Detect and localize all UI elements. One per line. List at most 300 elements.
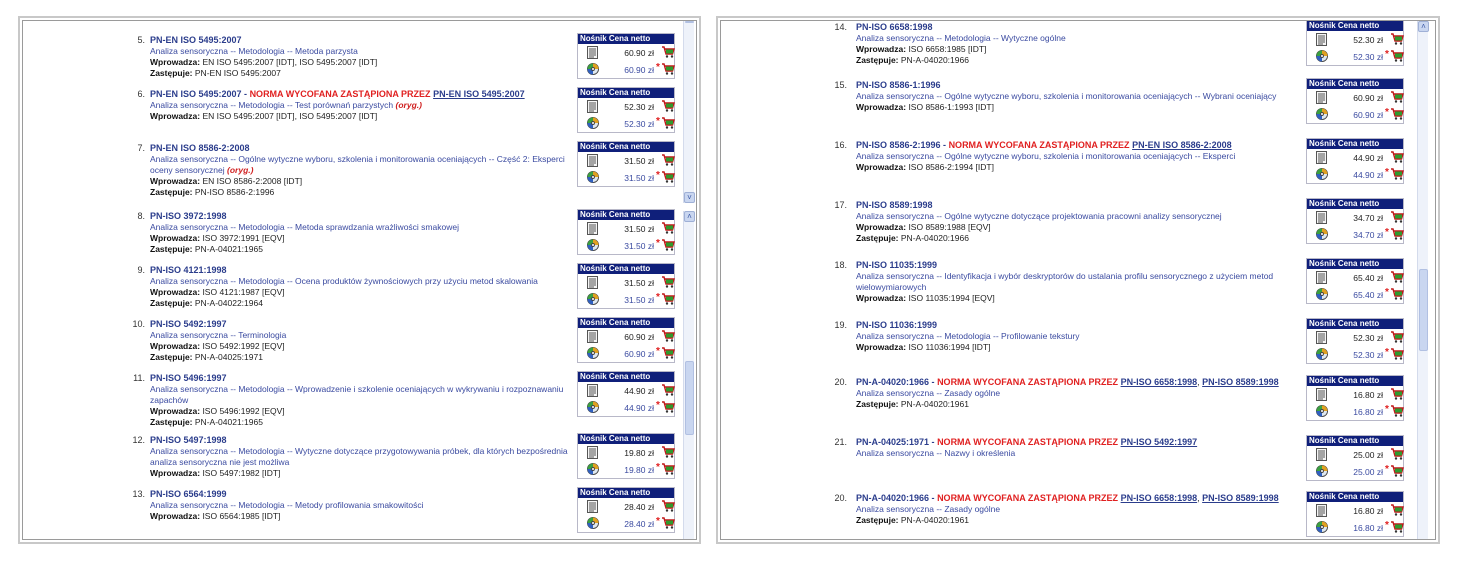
price-row-paper (1307, 502, 1403, 519)
replacement-standard-link[interactable]: PN-ISO 8589:1998 (1202, 493, 1279, 503)
shopping-cart-icon[interactable] (661, 153, 675, 167)
media-column-label: Nośnik (580, 88, 607, 97)
price-header (1307, 199, 1403, 209)
price-box (577, 209, 675, 255)
entry-heading (150, 319, 570, 330)
standard-title (856, 388, 1286, 399)
entry-number: 14. (834, 22, 847, 32)
cd-icon (587, 347, 598, 360)
standard-entry (856, 377, 1286, 410)
introduces-label: Wprowadza: (150, 233, 201, 243)
price-header (1307, 319, 1403, 329)
standard-title (856, 33, 1286, 44)
media-column-label: Nośnik (1309, 376, 1336, 385)
introduces-label: Wprowadza: (150, 57, 201, 67)
shopping-cart-icon[interactable] (1390, 210, 1404, 224)
scrollbar-thumb[interactable] (685, 361, 694, 435)
scroll-down-icon[interactable]: ˅ (684, 192, 695, 203)
price-row-paper (578, 498, 674, 515)
standard-code-link[interactable]: PN-A-04020:1966 - (856, 377, 935, 387)
entry-heading: PN-A-04020:1966 - NORMA WYCOFANA ZASTĄPIONA PRZEZ PN-ISO 6658:1998, PN-ISO 8589:1998 (856, 377, 1279, 387)
vertical-scrollbar[interactable] (1417, 21, 1428, 540)
asterisk-mark: * (1385, 167, 1389, 178)
entry-number: 18. (834, 260, 847, 270)
price-row-paper (578, 152, 674, 169)
price-digital: 44.90 zł (1353, 170, 1383, 180)
standards-list-right (720, 20, 1436, 540)
entry-heading (150, 489, 570, 500)
price-box (577, 487, 675, 533)
shopping-cart-icon[interactable] (661, 346, 675, 360)
price-digital: 52.30 zł (1353, 350, 1383, 360)
price-paper: 25.00 zł (1353, 450, 1383, 460)
entry-number: 9. (137, 265, 145, 275)
introduces-field (150, 406, 570, 417)
shopping-cart-icon[interactable] (661, 329, 675, 343)
standard-title (856, 271, 1286, 293)
introduces-value: ISO 11035:1994 [EQV] (908, 293, 995, 303)
entry-number: 5. (137, 35, 145, 45)
entry-heading (856, 200, 1286, 211)
shopping-cart-icon[interactable] (1390, 49, 1404, 63)
introduces-label: Wprowadza: (856, 293, 907, 303)
media-column-label: Nośnik (580, 210, 607, 219)
asterisk-mark: * (656, 238, 660, 249)
media-column-label: Nośnik (1309, 139, 1336, 148)
price-digital: 31.50 zł (624, 173, 654, 183)
entry-number: 10. (132, 319, 145, 329)
media-column-label: Nośnik (580, 318, 607, 327)
price-row-paper (1307, 31, 1403, 48)
entry-heading (150, 89, 570, 100)
document-icon (1316, 271, 1327, 284)
entry-number: 11. (133, 373, 145, 383)
introduces-value: EN ISO 8586-2:2008 [IDT] (202, 176, 303, 186)
media-column-label: Nośnik (580, 372, 607, 381)
media-column-label: Nośnik (580, 34, 607, 43)
shopping-cart-icon[interactable] (1390, 150, 1404, 164)
price-column-label: Cena netto (608, 88, 651, 97)
shopping-cart-icon[interactable] (661, 221, 675, 235)
shopping-cart-icon[interactable] (661, 445, 675, 459)
left-screenshot-panel (18, 16, 701, 544)
standard-code-link[interactable]: PN-ISO 8586-1:1996 (856, 80, 941, 90)
asterisk-mark: * (656, 116, 660, 127)
standard-title-text: Analiza sensoryczna -- Zasady ogólne (856, 388, 1001, 398)
standard-entry (150, 435, 570, 479)
price-digital: 65.40 zł (1353, 290, 1383, 300)
standard-title (150, 100, 570, 111)
cd-icon (1316, 288, 1327, 301)
shopping-cart-icon[interactable] (661, 170, 675, 184)
asterisk-mark: * (656, 292, 660, 303)
standard-code-link[interactable]: PN-ISO 6564:1999 (150, 489, 227, 499)
asterisk-mark: * (656, 462, 660, 473)
standard-code-link[interactable]: PN-EN ISO 8586-2:2008 (150, 143, 250, 153)
replaces-value: PN-A-04020:1966 (900, 55, 969, 65)
shopping-cart-icon[interactable] (661, 400, 675, 414)
price-digital: 60.90 zł (624, 349, 654, 359)
cd-icon (587, 117, 598, 130)
price-box (577, 371, 675, 417)
document-icon (587, 446, 598, 459)
price-paper: 16.80 zł (1353, 390, 1383, 400)
price-column-label: Cena netto (608, 318, 651, 327)
introduces-field (856, 162, 1286, 173)
introduces-field (856, 222, 1286, 233)
price-column-label: Cena netto (1337, 319, 1380, 328)
standard-entry (856, 260, 1286, 304)
shopping-cart-icon[interactable] (1390, 404, 1404, 418)
replacement-standard-link[interactable]: PN-ISO 6658:1998 (1120, 377, 1198, 387)
price-row-digital (578, 169, 674, 186)
standard-title-text: Analiza sensoryczna -- Metodologia -- Ocena produktów żywnościowych przy użyciu metod skalowania (150, 276, 538, 286)
price-digital: 60.90 zł (1353, 110, 1383, 120)
replaces-value: PN-A-04020:1961 (900, 515, 969, 525)
standard-entry (856, 320, 1286, 353)
media-column-label: Nośnik (1309, 319, 1336, 328)
shopping-cart-icon[interactable] (1390, 287, 1404, 301)
shopping-cart-icon[interactable] (661, 238, 675, 252)
standard-code-link[interactable]: PN-A-04020:1966 - (856, 493, 935, 503)
cd-icon (1316, 108, 1327, 121)
document-icon (587, 100, 598, 113)
standard-code-link[interactable]: PN-ISO 3972:1998 (150, 211, 227, 221)
shopping-cart-icon[interactable] (661, 292, 675, 306)
document-icon (587, 46, 598, 59)
standard-code-link[interactable]: PN-ISO 5492:1997 (150, 319, 227, 329)
media-column-label: Nośnik (580, 142, 607, 151)
introduces-label: Wprowadza: (150, 176, 201, 186)
replaces-label: Zastępuje: (150, 352, 193, 362)
price-row-paper (578, 444, 674, 461)
price-row-paper (1307, 149, 1403, 166)
shopping-cart-icon[interactable] (661, 383, 675, 397)
cd-icon (1316, 228, 1327, 241)
cd-icon (1316, 348, 1327, 361)
shopping-cart-icon[interactable] (661, 116, 675, 130)
price-column-label: Cena netto (608, 142, 651, 151)
price-paper: 28.40 zł (624, 502, 654, 512)
shopping-cart-icon[interactable] (661, 99, 675, 113)
shopping-cart-icon[interactable] (1390, 330, 1404, 344)
asterisk-mark: * (1385, 404, 1389, 415)
asterisk-mark: * (1385, 520, 1389, 531)
price-column-label: Cena netto (608, 264, 651, 273)
document-icon (587, 154, 598, 167)
replaces-label: Zastępuje: (856, 233, 899, 243)
standard-title (856, 331, 1286, 342)
price-row-digital (578, 345, 674, 362)
entry-number: 13. (132, 489, 145, 499)
standard-entry (150, 319, 570, 363)
price-paper: 44.90 zł (1353, 153, 1383, 163)
standard-code-link[interactable]: PN-ISO 4121:1998 (150, 265, 227, 275)
introduces-field (856, 102, 1286, 113)
replaces-field (150, 298, 570, 309)
shopping-cart-icon[interactable] (1390, 90, 1404, 104)
entry-number: 20. (834, 493, 847, 503)
price-box (1306, 435, 1404, 481)
standard-title-text: Analiza sensoryczna -- Ogólne wytyczne dotyczące projektowania pracowni analizy sensorycznej (856, 211, 1222, 221)
standard-title (150, 46, 570, 57)
price-box (577, 263, 675, 309)
price-row-digital (1307, 286, 1403, 303)
standard-entry (856, 200, 1286, 244)
standard-code-link[interactable]: PN-ISO 11035:1999 (856, 260, 938, 270)
price-row-digital (1307, 519, 1403, 536)
entry-number: 12. (132, 435, 145, 445)
standard-title-text: Analiza sensoryczna -- Zasady ogólne (856, 504, 1001, 514)
entry-heading (150, 143, 570, 154)
shopping-cart-icon[interactable] (1390, 503, 1404, 517)
replaces-value: PN-A-04020:1966 (900, 233, 969, 243)
document-icon (1316, 448, 1327, 461)
right-screenshot-panel (716, 16, 1440, 544)
price-digital: 19.80 zł (624, 465, 654, 475)
standard-entry (856, 80, 1286, 113)
shopping-cart-icon[interactable] (1390, 227, 1404, 241)
price-row-paper (578, 274, 674, 291)
entry-number: 8. (137, 211, 145, 221)
standard-code-link[interactable]: PN-ISO 6658:1998 (856, 22, 933, 32)
media-column-label: Nośnik (1309, 259, 1336, 268)
price-column-label: Cena netto (608, 210, 651, 219)
shopping-cart-icon[interactable] (1390, 107, 1404, 121)
price-header (578, 210, 674, 220)
price-row-digital (1307, 346, 1403, 363)
standard-title (856, 151, 1286, 162)
introduces-field (150, 111, 570, 122)
replaces-label: Zastępuje: (150, 187, 193, 197)
shopping-cart-icon[interactable] (1390, 32, 1404, 46)
standard-entry (856, 493, 1286, 526)
price-header (1307, 436, 1403, 446)
introduces-value: ISO 8586-1:1993 [IDT] (908, 102, 994, 112)
price-paper: 52.30 zł (1353, 35, 1383, 45)
replacement-standard-link[interactable]: PN-EN ISO 5495:2007 (433, 89, 525, 99)
price-column-label: Cena netto (608, 434, 651, 443)
shopping-cart-icon[interactable] (1390, 347, 1404, 361)
standard-title (150, 330, 570, 341)
replaces-value: PN-ISO 8586-2:1996 (194, 187, 275, 197)
price-box (1306, 375, 1404, 421)
introduces-field (150, 468, 570, 479)
shopping-cart-icon[interactable] (661, 516, 675, 530)
introduces-field (150, 341, 570, 352)
introduces-field (856, 293, 1286, 304)
asterisk-mark: * (1385, 49, 1389, 60)
replaces-value: PN-A-04021:1965 (194, 244, 263, 254)
media-column-label: Nośnik (1309, 79, 1336, 88)
shopping-cart-icon[interactable] (661, 462, 675, 476)
price-box (1306, 138, 1404, 184)
asterisk-mark: * (656, 62, 660, 73)
price-row-paper (578, 382, 674, 399)
document-icon (587, 330, 598, 343)
shopping-cart-icon[interactable] (661, 62, 675, 76)
price-header (1307, 21, 1403, 31)
price-box (577, 33, 675, 79)
introduces-label: Wprowadza: (150, 341, 201, 351)
standard-code-link[interactable]: PN-EN ISO 5495:2007 (150, 35, 242, 45)
cd-icon (587, 293, 598, 306)
replacement-standard-link[interactable]: PN-ISO 6658:1998 (1120, 493, 1198, 503)
introduces-label: Wprowadza: (150, 287, 201, 297)
introduces-label: Wprowadza: (856, 222, 907, 232)
entry-heading (856, 320, 1286, 331)
entry-number: 21. (834, 437, 847, 447)
price-row-digital (578, 399, 674, 416)
standard-code-link[interactable]: PN-ISO 11036:1999 (856, 320, 938, 330)
price-column-label: Cena netto (1337, 436, 1380, 445)
standard-title-text: Analiza sensoryczna -- Identyfikacja i wybór deskryptorów do ustalania profilu sensorycznego z użyciem metod wielowymiarowych (856, 271, 1274, 292)
cd-icon (587, 401, 598, 414)
standard-title (150, 154, 570, 176)
standards-list-left (22, 20, 697, 540)
standard-entry (856, 437, 1286, 459)
introduces-value: ISO 5492:1992 [EQV] (202, 341, 285, 351)
price-header (578, 34, 674, 44)
replaces-field (856, 233, 1286, 244)
price-box (1306, 491, 1404, 537)
replaces-label: Zastępuje: (856, 55, 899, 65)
price-row-digital (578, 291, 674, 308)
scrollbar-thumb[interactable] (685, 21, 694, 23)
asterisk-mark: * (1385, 107, 1389, 118)
standard-title-text: Analiza sensoryczna -- Ogólne wytyczne wyboru, szkolenia i monitorowania oceniających -- Część 2: Eksperci oceny sensorycznej (150, 154, 565, 175)
standard-title-text: Analiza sensoryczna -- Metodologia -- Wytyczne dotyczące przygotowywania próbek, dla których bezpośrednia analiza sensoryczna nie jest możliwa (150, 446, 568, 467)
original-language-mark: (oryg.) (395, 100, 422, 110)
price-paper: 52.30 zł (1353, 333, 1383, 343)
entry-number: 7. (137, 143, 145, 153)
price-row-paper (1307, 89, 1403, 106)
standard-title (150, 222, 570, 233)
media-column-label: Nośnik (1309, 436, 1336, 445)
entry-heading: PN-A-04020:1966 - NORMA WYCOFANA ZASTĄPIONA PRZEZ PN-ISO 6658:1998, PN-ISO 8589:1998 (856, 493, 1279, 503)
price-box (577, 87, 675, 133)
shopping-cart-icon[interactable] (1390, 520, 1404, 534)
introduces-field (150, 57, 570, 68)
shopping-cart-icon[interactable] (661, 45, 675, 59)
standard-title (150, 384, 570, 406)
introduces-value: ISO 6658:1985 [IDT] (908, 44, 987, 54)
standard-code-link[interactable]: PN-ISO 5497:1998 (150, 435, 227, 445)
replaces-value: PN-A-04025:1971 (194, 352, 263, 362)
standard-entry (150, 211, 570, 255)
price-box (577, 141, 675, 187)
price-column-label: Cena netto (608, 372, 651, 381)
standard-title-text: Analiza sensoryczna -- Nazwy i określenia (856, 448, 1016, 458)
entry-heading (856, 22, 1286, 33)
price-box (1306, 78, 1404, 124)
media-column-label: Nośnik (580, 264, 607, 273)
shopping-cart-icon[interactable] (1390, 270, 1404, 284)
document-icon (1316, 504, 1327, 517)
price-header (578, 142, 674, 152)
standard-title (856, 504, 1286, 515)
price-header (578, 372, 674, 382)
shopping-cart-icon[interactable] (661, 499, 675, 513)
vertical-scrollbar[interactable] (683, 211, 694, 540)
price-paper: 31.50 zł (624, 278, 654, 288)
price-row-paper (1307, 386, 1403, 403)
replaces-label: Zastępuje: (150, 417, 193, 427)
price-header (578, 264, 674, 274)
replaces-field (150, 417, 570, 428)
shopping-cart-icon[interactable] (1390, 447, 1404, 461)
scroll-up-icon[interactable]: ˄ (1418, 21, 1429, 32)
introduces-label: Wprowadza: (856, 44, 907, 54)
price-digital: 31.50 zł (624, 295, 654, 305)
shopping-cart-icon[interactable] (1390, 167, 1404, 181)
standard-code-link[interactable]: PN-EN ISO 5495:2007 - (150, 89, 248, 99)
shopping-cart-icon[interactable] (1390, 464, 1404, 478)
shopping-cart-icon[interactable] (1390, 387, 1404, 401)
price-digital: 52.30 zł (1353, 52, 1383, 62)
entry-heading (150, 211, 570, 222)
price-box (577, 433, 675, 479)
standard-code-link[interactable]: PN-ISO 8589:1998 (856, 200, 933, 210)
standard-code-link[interactable]: PN-ISO 5496:1997 (150, 373, 227, 383)
price-row-digital (1307, 463, 1403, 480)
entry-heading (150, 373, 570, 384)
standard-title (150, 276, 570, 287)
standard-entry (150, 265, 570, 309)
replacement-standard-link[interactable]: PN-EN ISO 8586-2:2008 (1132, 140, 1232, 150)
replaces-field (150, 352, 570, 363)
withdrawn-notice: NORMA WYCOFANA ZASTĄPIONA PRZEZ (948, 140, 1130, 150)
price-paper: 16.80 zł (1353, 506, 1383, 516)
standard-code-link[interactable]: PN-ISO 8586-2:1996 - (856, 140, 947, 150)
price-box (577, 317, 675, 363)
price-column-label: Cena netto (1337, 199, 1380, 208)
replacement-standard-link[interactable]: PN-ISO 8589:1998 (1202, 377, 1279, 387)
replaces-label: Zastępuje: (150, 298, 193, 308)
price-column-label: Cena netto (1337, 259, 1380, 268)
price-paper: 19.80 zł (624, 448, 654, 458)
standard-entry (150, 143, 570, 198)
vertical-scrollbar[interactable] (683, 21, 694, 203)
replacement-standard-link[interactable]: PN-ISO 5492:1997 (1120, 437, 1198, 447)
price-paper: 52.30 zł (624, 102, 654, 112)
shopping-cart-icon[interactable] (661, 275, 675, 289)
price-digital: 52.30 zł (624, 119, 654, 129)
media-column-label: Nośnik (580, 488, 607, 497)
scroll-up-icon[interactable]: ˄ (684, 211, 695, 222)
standard-title-text: Analiza sensoryczna -- Metodologia -- Metoda sprawdzania wrażliwości smakowej (150, 222, 459, 232)
price-row-digital (1307, 226, 1403, 243)
price-row-digital (578, 237, 674, 254)
price-header (1307, 139, 1403, 149)
price-row-paper (578, 328, 674, 345)
asterisk-mark: * (656, 170, 660, 181)
standard-title-text: Analiza sensoryczna -- Ogólne wytyczne wyboru, szkolenia i monitorowania oceniających -- Wybrani oceniający (856, 91, 1277, 101)
price-header (578, 488, 674, 498)
price-column-label: Cena netto (1337, 21, 1380, 30)
price-row-digital (578, 115, 674, 132)
scrollbar-thumb[interactable] (1419, 269, 1428, 351)
media-column-label: Nośnik (580, 434, 607, 443)
standard-code-link[interactable]: PN-A-04025:1971 - (856, 437, 935, 447)
introduces-value: EN ISO 5495:2007 [IDT], ISO 5495:2007 [IDT] (202, 57, 378, 67)
price-column-label: Cena netto (1337, 139, 1380, 148)
standard-title-text: Analiza sensoryczna -- Metodologia -- Test porównań parzystych (150, 100, 394, 110)
cd-icon (587, 63, 598, 76)
introduces-field (150, 233, 570, 244)
entry-heading (856, 140, 1286, 151)
price-digital: 25.00 zł (1353, 467, 1383, 477)
